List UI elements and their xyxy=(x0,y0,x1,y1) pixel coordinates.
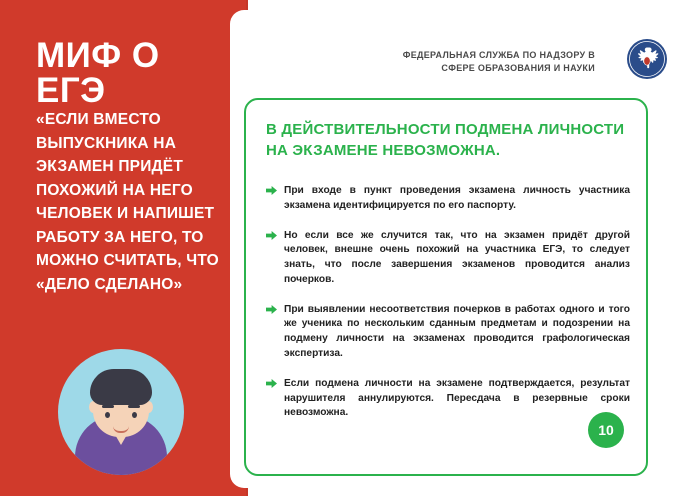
avatar-circle xyxy=(58,349,184,475)
arrow-right-icon xyxy=(266,379,277,388)
list-item xyxy=(266,184,630,214)
list-item-text: Но если все же случится так, что на экзамен придёт другой человек, внешне очень похожий на участника ЕГЭ, то следует знать, что после завершения экзаменов проводится анализ почерков. xyxy=(284,229,630,285)
list-item-text: Если подмена личности на экзамене подтверждается, результат нарушителя аннулируются. Пересдача в резервные сроки невозможна. xyxy=(284,377,630,419)
avatar-eyebrow-right xyxy=(128,405,140,408)
answer-title: В ДЕЙСТВИТЕЛЬНОСТИ ПОДМЕНА ЛИЧНОСТИ НА ЭКЗАМЕНЕ НЕВОЗМОЖНА. xyxy=(266,121,625,159)
arrow-right-icon xyxy=(266,186,277,195)
list-item-text: При входе в пункт проведения экзамена личность участника экзамена идентифицируется по его паспорту. xyxy=(284,185,630,211)
list-item xyxy=(266,303,630,362)
arrow-right-icon xyxy=(266,231,277,240)
arrow-right-icon xyxy=(266,305,277,314)
avatar-eye-left xyxy=(105,412,110,418)
avatar-eye-right xyxy=(132,412,137,418)
list-item xyxy=(266,229,630,288)
list-item-text: При выявлении несоответствия почерков в работах одного и того же ученика по нескольким сданным предметам и подозрении на подмену личности на экзаменах проводится графологическая экспертиза. xyxy=(284,303,630,360)
content-panel xyxy=(248,0,700,496)
avatar xyxy=(58,349,184,475)
page-number-badge: 10 xyxy=(588,412,624,448)
myth-panel xyxy=(0,0,248,496)
avatar-eyebrow-left xyxy=(102,405,114,408)
myth-quote-text: «ЕСЛИ ВМЕСТО ВЫПУСКНИКА НА ЭКЗАМЕН ПРИДЁТ ПОХОЖИЙ НА НЕГО ЧЕЛОВЕК И НАПИШЕТ РАБОТУ ЗА НЕГО, ТО МОЖНО СЧИТАТЬ, ЧТО «ДЕЛО СДЕЛАНО» xyxy=(36,111,219,293)
page-title: МИФ О ЕГЭ xyxy=(36,36,160,110)
double-headed-eagle-emblem xyxy=(626,38,668,80)
answer-box xyxy=(244,98,648,476)
avatar-hair xyxy=(90,369,152,405)
white-card xyxy=(230,10,690,488)
list-item xyxy=(266,377,630,421)
answer-bullet-list xyxy=(266,184,630,421)
organization-name: ФЕДЕРАЛЬНАЯ СЛУЖБА ПО НАДЗОРУ В СФЕРЕ ОБРАЗОВАНИЯ И НАУКИ xyxy=(402,50,595,74)
